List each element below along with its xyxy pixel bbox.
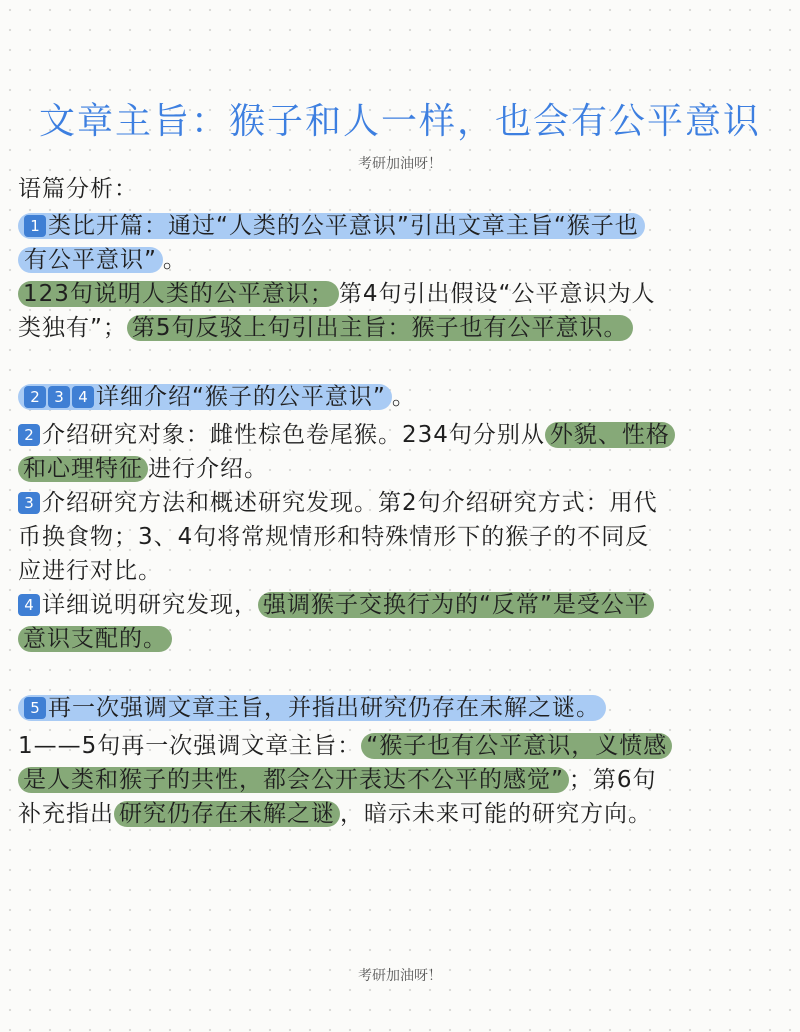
p2-line-4: 币换食物；3、4句将常规情形和特殊情形下的猴子的不同反 (18, 524, 650, 550)
green-highlight: 和心理特征 (18, 456, 148, 482)
green-highlight: 意识支配的。 (18, 626, 172, 652)
number-badge-2: 2 (24, 386, 46, 408)
p2-line-7 (18, 622, 172, 656)
p3-text-3c: ，暗示未来可能的研究方向。 (340, 801, 652, 827)
number-badge-2: 2 (18, 424, 40, 446)
p2-line-1 (18, 418, 675, 452)
p1-text-4: 类独有”； (18, 315, 127, 341)
p2-line-2 (18, 452, 268, 486)
page-title: 文章主旨：猴子和人一样，也会有公平意识 (38, 101, 761, 142)
number-badge-3: 3 (18, 492, 40, 514)
p2-text-6: 详细说明研究发现， (42, 592, 258, 618)
p1-text-1: 类比开篇：通过“人类的公平意识”引出文章主旨“猴子也 (48, 213, 639, 239)
blue-highlight: 有公平意识” (18, 247, 163, 273)
green-highlight: 第5句反驳上句引出主旨：猴子也有公平意识。 (127, 315, 633, 341)
p3-line-3 (18, 797, 652, 831)
p1-text-2: 。 (162, 247, 187, 273)
blue-highlight (18, 695, 606, 721)
number-badge-4: 4 (18, 594, 40, 616)
number-badge-4: 4 (72, 386, 94, 408)
p2-text-3: 介绍研究方法和概述研究发现。第2句介绍研究方式：用代 (42, 490, 658, 516)
green-highlight: 研究仍存在未解之谜 (114, 801, 340, 827)
green-highlight: 123句说明人类的公平意识； (18, 281, 339, 307)
p2-line-3 (18, 486, 658, 520)
blue-highlight (18, 213, 645, 239)
p2-heading (18, 380, 416, 414)
p2-text-2: 进行介绍。 (148, 456, 268, 482)
p3-text-1: 1——5句再一次强调文章主旨： (18, 733, 362, 759)
p3-heading-text: 再一次强调文章主旨，并指出研究仍存在未解之谜。 (48, 695, 600, 721)
p2-heading-text: 详细介绍“猴子的公平意识” (96, 384, 386, 410)
p3-text-2: ；第6句 (568, 767, 657, 793)
green-highlight: 强调猴子交换行为的“反常”是受公平 (258, 592, 654, 618)
p2-text-1: 介绍研究对象：雌性棕色卷尾猴。234句分别从 (42, 422, 545, 448)
p1-line-2 (18, 243, 187, 277)
section-heading: 语篇分析： (18, 176, 138, 202)
p1-text-3: 第4句引出假设“公平意识为人 (338, 281, 656, 307)
p3-line-2 (18, 763, 657, 797)
watermark-bottom: 考研加油呀！ (358, 968, 442, 984)
watermark-top: 考研加油呀！ (358, 156, 442, 172)
p1-line-3 (18, 277, 655, 311)
number-badge-3: 3 (48, 386, 70, 408)
p2-heading-end: 。 (391, 384, 416, 410)
green-highlight: “猴子也有公平意识，义愤感 (361, 733, 672, 759)
p2-line-5: 应进行对比。 (18, 558, 162, 584)
blue-highlight (18, 384, 392, 410)
number-badge-5: 5 (24, 697, 46, 719)
green-highlight: 外貌、性格 (545, 422, 675, 448)
p1-line-1 (18, 209, 645, 243)
p2-line-6 (18, 588, 654, 622)
p3-line-1 (18, 729, 672, 763)
p1-line-4 (18, 311, 633, 345)
number-badge-1: 1 (24, 215, 46, 237)
p3-heading (18, 691, 606, 725)
green-highlight: 是人类和猴子的共性，都会公开表达不公平的感觉” (18, 767, 569, 793)
p3-text-3a: 补充指出 (18, 801, 114, 827)
